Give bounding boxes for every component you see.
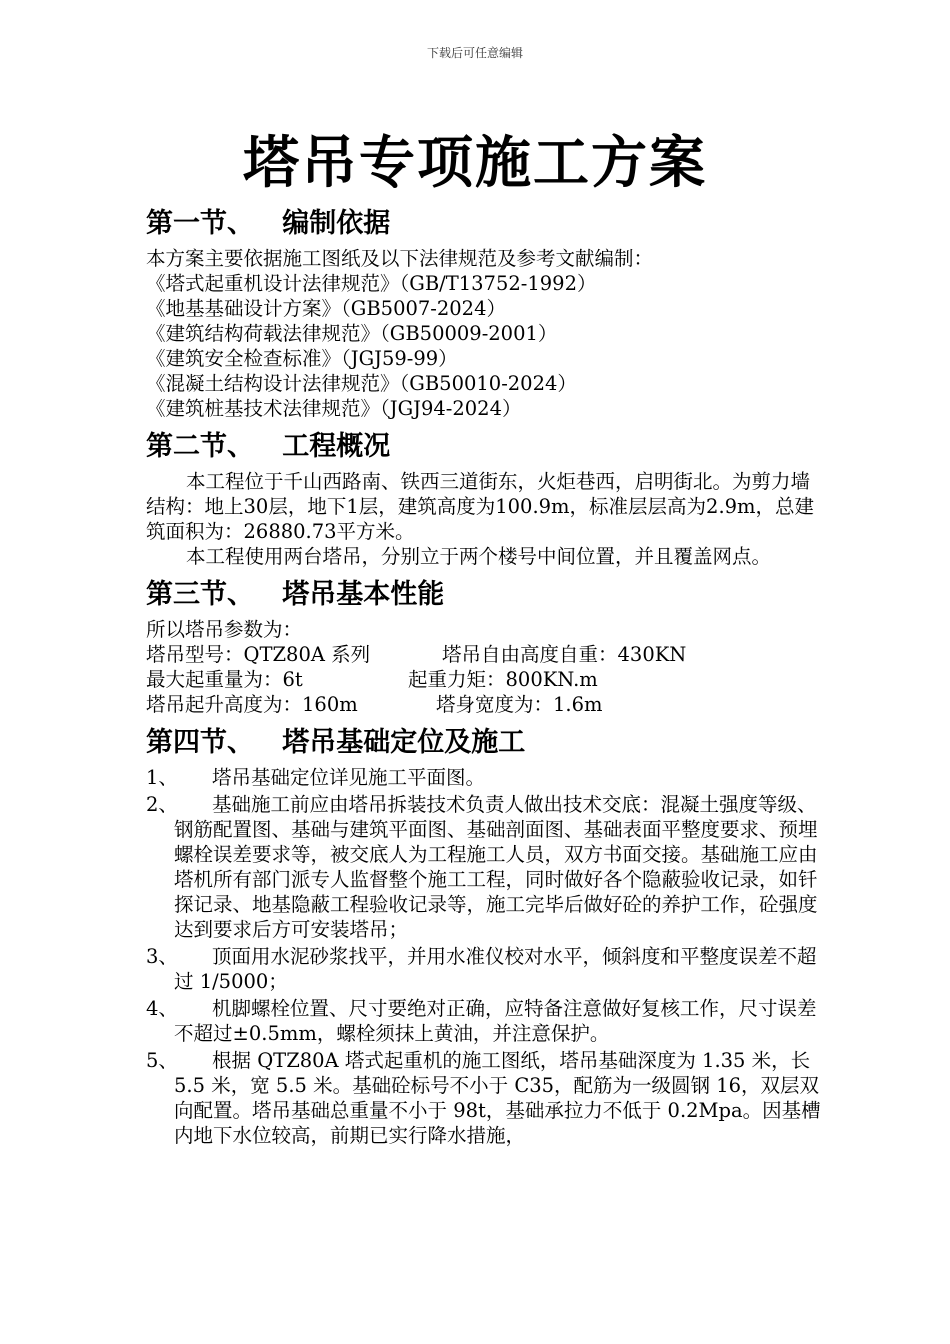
section1-line: 《地基基础设计方案》（GB5007-2024） (146, 297, 506, 320)
crane-params-table (146, 642, 826, 717)
page-title: 塔吊专项施工方案 (243, 130, 707, 196)
list-item (146, 792, 826, 942)
section1-line: 本方案主要依据施工图纸及以下法律规范及参考文献编制： (146, 247, 654, 270)
param-cell: 起重力矩：800KN.m (408, 668, 598, 691)
params-row (146, 667, 826, 692)
section1-line: 《塔式起重机设计法律规范》（GB/T13752-1992） (146, 272, 597, 295)
param-cell: 塔吊自由高度自重：430KN (442, 643, 687, 666)
list-item-number: 2、 (146, 793, 178, 816)
params-row (146, 642, 826, 667)
foundation-steps-list (146, 765, 826, 1148)
list-item-text: 塔吊基础定位详见施工平面图。 (212, 766, 486, 789)
list-item-text: 顶面用水泥砂浆找平，并用水准仪校对水平，倾斜度和平整度误差不超过 1/5000； (174, 945, 817, 993)
document-body (146, 202, 826, 1150)
param-cell: 塔吊起升高度为：160m (146, 693, 358, 716)
section-heading-2: 第二节、 工程概况 (146, 431, 391, 462)
section1-line: 《建筑安全检查标准》（JGJ59-99） (146, 347, 458, 370)
section1-line: 《混凝土结构设计法律规范》（GB50010-2024） (146, 372, 577, 395)
section-heading-1: 第一节、 编制依据 (146, 208, 391, 239)
section-heading-4: 第四节、 塔吊基础定位及施工 (146, 727, 526, 758)
list-item-text: 基础施工前应由塔吊拆装技术负责人做出技术交底：混凝土强度等级、钢筋配置图、基础与建筑平面图、基础剖面图、基础表面平整度要求、预埋螺栓误差要求等，被交底人为工程施工人员，双方书面交接。基础施工应由塔机所有部门派专人监督整个施工工程，同时做好各个隐蔽验收记录，如钎探记录、地基隐蔽工程验收记录等，施工完毕后做好砼的养护工作，砼强度达到要求后方可安装塔吊； (174, 793, 818, 941)
params-row (146, 692, 826, 717)
project-overview-paragraph: 本工程使用两台塔吊，分别立于两个楼号中间位置，并且覆盖网点。 (186, 545, 772, 568)
list-item (146, 944, 826, 994)
param-cell: 塔吊型号：QTZ80A 系列 (146, 643, 371, 666)
header-note: 下载后可任意编辑 (426, 46, 523, 60)
list-item-number: 1、 (146, 766, 178, 789)
section-heading-3: 第三节、 塔吊基本性能 (146, 579, 445, 610)
list-item-text: 机脚螺栓位置、尺寸要绝对正确，应特备注意做好复核工作，尺寸误差不超过±0.5mm，螺栓须抹上黄油，并注意保护。 (174, 997, 817, 1045)
section1-line: 《建筑结构荷载法律规范》（GB50009-2001） (146, 322, 558, 345)
project-overview-paragraph: 本工程位于千山西路南、铁西三道街东，火炬巷西，启明街北。为剪力墙结构：地上30层，地下1层，建筑高度为100.9m，标准层层高为2.9m，总建筑面积为：26880.73平方米。 (146, 470, 815, 543)
list-item (146, 765, 826, 790)
params-intro: 所以塔吊参数为： (146, 618, 303, 641)
list-item-text: 根据 QTZ80A 塔式起重机的施工图纸，塔吊基础深度为 1.35 米，长 5.5 米，宽 5.5 米。基础砼标号不小于 C35，配筋为一级圆钢 16，双层双向配置。塔吊基础总重量不小于 98t，基础承拉力不低于 0.2Mpa。因基槽内地下水位较高，前期已实行降水措施， (174, 1049, 821, 1147)
list-item-number: 5、 (146, 1049, 178, 1072)
param-cell: 塔身宽度为：1.6m (436, 693, 603, 716)
list-item (146, 996, 826, 1046)
list-item (146, 1048, 826, 1148)
list-item-number: 4、 (146, 997, 178, 1020)
list-item-number: 3、 (146, 945, 178, 968)
param-cell: 最大起重量为：6t (146, 668, 303, 691)
section1-line: 《建筑桩基技术法律规范》（JGJ94-2024） (146, 397, 522, 420)
